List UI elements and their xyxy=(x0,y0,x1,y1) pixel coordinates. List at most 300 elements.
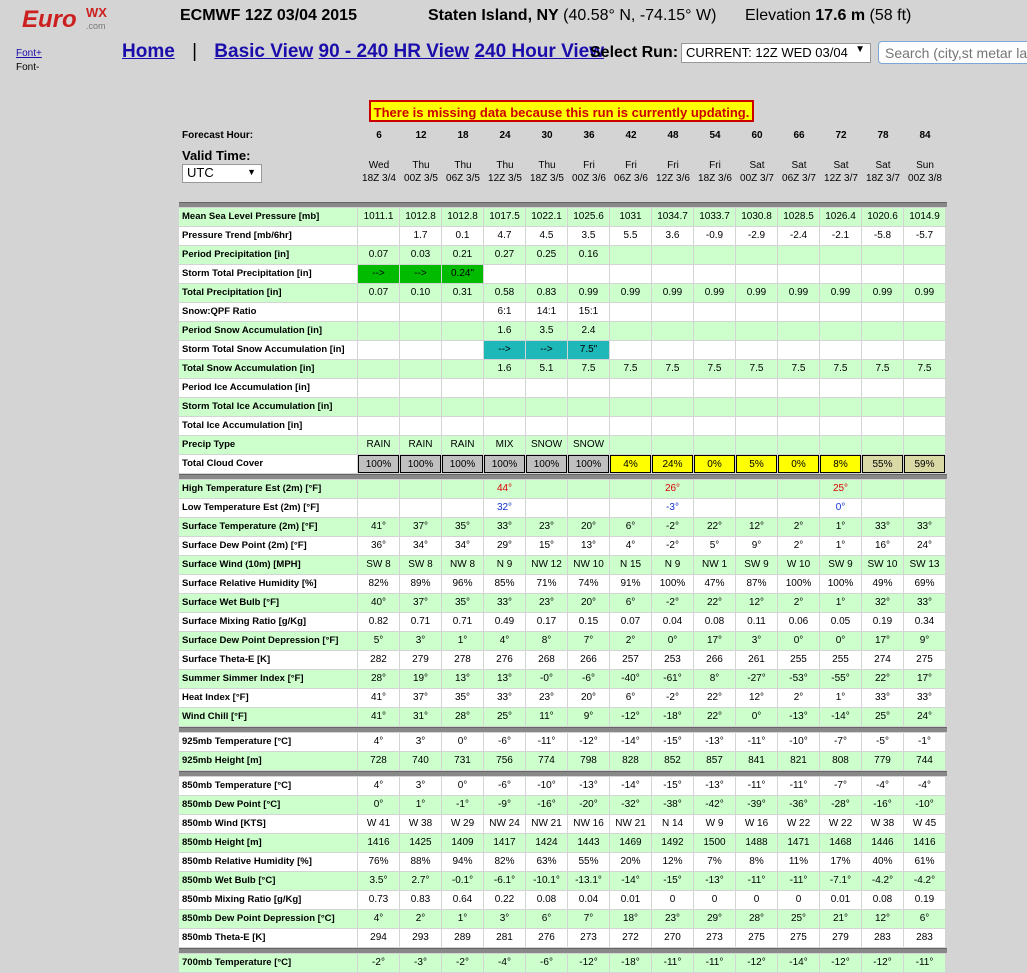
table-cell: -0.1° xyxy=(442,872,483,890)
table-cell: 5% xyxy=(736,455,777,473)
table-cell xyxy=(820,379,861,397)
table-cell: -12° xyxy=(820,954,861,972)
table-cell: W 22 xyxy=(820,815,861,833)
table-cell xyxy=(736,398,777,416)
table-cell xyxy=(568,379,609,397)
table-cell: 11% xyxy=(778,853,819,871)
table-row xyxy=(179,341,947,359)
table-cell: --> xyxy=(400,265,441,283)
table-cell: 100% xyxy=(652,575,693,593)
row-label: Total Precipitation [in] xyxy=(179,284,357,302)
table-cell: 0 xyxy=(736,891,777,909)
table-cell xyxy=(358,360,399,378)
svg-text:Euro: Euro xyxy=(22,6,77,33)
row-label: Surface Relative Humidity [%] xyxy=(179,575,357,593)
table-cell xyxy=(736,480,777,498)
table-cell xyxy=(442,360,483,378)
row-label: Pressure Trend [mb/6hr] xyxy=(179,227,357,245)
table-cell: -11° xyxy=(652,954,693,972)
table-cell: -14° xyxy=(610,733,651,751)
table-row xyxy=(179,499,947,517)
table-cell: 1.6 xyxy=(484,322,525,340)
table-cell: 255 xyxy=(778,651,819,669)
table-cell: NW 8 xyxy=(442,556,483,574)
table-cell: 85% xyxy=(484,575,525,593)
table-cell: 1488 xyxy=(736,834,777,852)
table-cell xyxy=(694,436,735,454)
valid-day: Thu xyxy=(412,160,430,171)
table-cell: -2° xyxy=(442,954,483,972)
table-cell: -15° xyxy=(652,777,693,795)
table-cell: 28° xyxy=(736,910,777,928)
table-cell xyxy=(568,417,609,435)
table-row xyxy=(179,246,947,264)
table-cell: -12° xyxy=(736,954,777,972)
table-cell xyxy=(526,265,567,283)
table-cell xyxy=(484,265,525,283)
table-cell: 4.5 xyxy=(526,227,567,245)
table-cell: 774 xyxy=(526,752,567,770)
table-cell: -3° xyxy=(652,499,693,517)
row-label: 850mb Wet Bulb [°C] xyxy=(179,872,357,890)
table-cell xyxy=(610,303,651,321)
table-cell: -39° xyxy=(736,796,777,814)
table-cell xyxy=(652,436,693,454)
forecast-hour: 60 xyxy=(751,130,763,141)
table-cell: 0.07 xyxy=(358,246,399,264)
table-cell: 1031 xyxy=(610,208,651,226)
row-label: Surface Dew Point Depression [°F] xyxy=(179,632,357,650)
table-cell: 1° xyxy=(820,689,861,707)
table-cell: 0.03 xyxy=(400,246,441,264)
svg-text:WX: WX xyxy=(86,5,107,20)
table-cell: 255 xyxy=(820,651,861,669)
table-cell: 731 xyxy=(442,752,483,770)
table-cell: -15° xyxy=(652,733,693,751)
table-cell: 96% xyxy=(442,575,483,593)
select-run-dropdown[interactable] xyxy=(681,43,871,63)
table-cell xyxy=(778,499,819,517)
section-divider xyxy=(179,202,947,207)
table-cell: 1012.8 xyxy=(400,208,441,226)
table-cell xyxy=(442,341,483,359)
timezone-select[interactable] xyxy=(182,164,262,183)
table-cell: 37° xyxy=(400,594,441,612)
table-cell: -28° xyxy=(820,796,861,814)
row-label: 925mb Height [m] xyxy=(179,752,357,770)
table-cell xyxy=(862,265,903,283)
section-divider xyxy=(179,771,947,776)
table-cell xyxy=(694,246,735,264)
table-cell: 23° xyxy=(526,689,567,707)
table-cell: -6.1° xyxy=(484,872,525,890)
valid-day: Wed xyxy=(368,160,390,171)
table-cell: 36° xyxy=(358,537,399,555)
table-cell: -16° xyxy=(862,796,903,814)
row-label: Period Ice Accumulation [in] xyxy=(179,379,357,397)
table-cell: 9° xyxy=(904,632,945,650)
table-cell: -3° xyxy=(400,954,441,972)
table-cell: 3° xyxy=(484,910,525,928)
model-run-title: ECMWF 12Z 03/04 2015 xyxy=(180,7,357,24)
table-cell xyxy=(484,379,525,397)
table-cell: 100% xyxy=(400,455,441,473)
table-cell: SW 9 xyxy=(736,556,777,574)
table-cell: -1° xyxy=(904,733,945,751)
table-cell: 29° xyxy=(484,537,525,555)
table-cell: 276 xyxy=(526,929,567,947)
table-cell xyxy=(778,398,819,416)
table-cell: 0% xyxy=(778,455,819,473)
row-label: 700mb Temperature [°C] xyxy=(179,954,357,972)
table-cell: 76% xyxy=(358,853,399,871)
missing-data-warning: There is missing data because this run is currently updating. xyxy=(369,100,754,122)
table-cell: 6° xyxy=(610,594,651,612)
table-row xyxy=(179,322,947,340)
table-cell: -7° xyxy=(820,777,861,795)
table-cell xyxy=(820,398,861,416)
table-cell: --> xyxy=(484,341,525,359)
table-cell: 740 xyxy=(400,752,441,770)
table-cell: 7° xyxy=(568,632,609,650)
table-cell: 49% xyxy=(862,575,903,593)
row-label: 850mb Theta-E [K] xyxy=(179,929,357,947)
table-cell: 3.6 xyxy=(652,227,693,245)
table-cell: 19° xyxy=(400,670,441,688)
table-cell: 12° xyxy=(736,689,777,707)
table-cell: 33° xyxy=(862,518,903,536)
table-cell: -14° xyxy=(610,777,651,795)
table-cell: -11° xyxy=(904,954,945,972)
font-decrease-link[interactable]: Font- xyxy=(16,62,40,73)
home-link[interactable]: Home xyxy=(122,41,175,62)
table-cell xyxy=(820,303,861,321)
table-cell: 12° xyxy=(736,518,777,536)
table-cell: 0.04 xyxy=(652,613,693,631)
table-cell xyxy=(400,360,441,378)
valid-date: 06Z 3/7 xyxy=(782,173,816,184)
table-cell: 0.21 xyxy=(442,246,483,264)
table-cell: NW 21 xyxy=(610,815,651,833)
table-cell: 270 xyxy=(652,929,693,947)
table-cell xyxy=(442,480,483,498)
table-cell: 1424 xyxy=(526,834,567,852)
table-cell: 1034.7 xyxy=(652,208,693,226)
table-cell: 0° xyxy=(736,708,777,726)
table-cell: 24° xyxy=(904,708,945,726)
table-cell: 16° xyxy=(862,537,903,555)
table-cell: 0.01 xyxy=(610,891,651,909)
table-cell: -2° xyxy=(652,689,693,707)
valid-day: Fri xyxy=(709,160,721,171)
valid-day: Sat xyxy=(749,160,765,171)
table-cell: 5° xyxy=(358,632,399,650)
table-cell: SNOW xyxy=(526,436,567,454)
table-cell: N 14 xyxy=(652,815,693,833)
table-cell xyxy=(904,303,945,321)
table-cell: 0.99 xyxy=(778,284,819,302)
search-input[interactable] xyxy=(878,41,1027,64)
table-cell: 0.16 xyxy=(568,246,609,264)
elevation-value: 17.6 m xyxy=(815,7,866,24)
table-cell: 1417 xyxy=(484,834,525,852)
forecast-hour: 6 xyxy=(376,130,382,141)
table-row xyxy=(179,815,947,833)
table-cell: -55° xyxy=(820,670,861,688)
eurowx-logo[interactable] xyxy=(22,3,132,33)
table-cell: -0° xyxy=(526,670,567,688)
table-cell: 33° xyxy=(862,689,903,707)
table-cell: 37° xyxy=(400,518,441,536)
table-cell: SW 9 xyxy=(820,556,861,574)
table-row xyxy=(179,891,947,909)
table-cell: 6° xyxy=(904,910,945,928)
table-cell: 9° xyxy=(736,537,777,555)
table-cell xyxy=(484,417,525,435)
table-cell: -14° xyxy=(610,872,651,890)
table-cell: 268 xyxy=(526,651,567,669)
table-cell: 0° xyxy=(778,632,819,650)
table-cell: 1416 xyxy=(904,834,945,852)
font-increase-link[interactable]: Font+ xyxy=(16,48,42,59)
table-cell: -1° xyxy=(442,796,483,814)
table-cell xyxy=(694,379,735,397)
table-cell: --> xyxy=(358,265,399,283)
table-cell: 0.99 xyxy=(568,284,609,302)
table-cell: -12° xyxy=(610,708,651,726)
table-cell: 32° xyxy=(862,594,903,612)
row-label: Total Snow Accumulation [in] xyxy=(179,360,357,378)
table-cell: 8° xyxy=(526,632,567,650)
table-cell: -13° xyxy=(694,733,735,751)
table-cell: 4° xyxy=(610,537,651,555)
chevron-down-icon: ▼ xyxy=(855,44,865,55)
table-cell: 100% xyxy=(820,575,861,593)
table-cell: 100% xyxy=(442,455,483,473)
table-cell: -13.1° xyxy=(568,872,609,890)
table-cell xyxy=(694,480,735,498)
table-cell xyxy=(358,341,399,359)
table-cell: 89% xyxy=(400,575,441,593)
table-cell xyxy=(862,398,903,416)
valid-day: Thu xyxy=(538,160,556,171)
table-row xyxy=(179,360,947,378)
table-cell: 6° xyxy=(610,689,651,707)
90-240-view-link[interactable]: 90 - 240 HR View xyxy=(318,41,470,62)
table-cell xyxy=(442,417,483,435)
table-cell: 22° xyxy=(694,594,735,612)
table-cell xyxy=(736,417,777,435)
table-cell: 0.99 xyxy=(862,284,903,302)
table-row xyxy=(179,872,947,890)
table-row xyxy=(179,670,947,688)
table-cell: 22° xyxy=(862,670,903,688)
table-cell: -2° xyxy=(652,518,693,536)
row-label: Surface Wet Bulb [°F] xyxy=(179,594,357,612)
forecast-table xyxy=(179,201,947,973)
table-cell: 1469 xyxy=(610,834,651,852)
table-cell xyxy=(904,480,945,498)
table-cell xyxy=(736,246,777,264)
table-cell xyxy=(820,265,861,283)
table-cell xyxy=(862,480,903,498)
table-cell: 40% xyxy=(862,853,903,871)
table-cell: W 45 xyxy=(904,815,945,833)
basic-view-link[interactable]: Basic View xyxy=(214,41,314,62)
table-cell: 821 xyxy=(778,752,819,770)
table-cell: RAIN xyxy=(358,436,399,454)
table-cell: 23° xyxy=(652,910,693,928)
table-cell xyxy=(400,417,441,435)
table-cell: 283 xyxy=(904,929,945,947)
table-cell xyxy=(820,322,861,340)
table-cell: 31° xyxy=(400,708,441,726)
row-label: 850mb Wind [KTS] xyxy=(179,815,357,833)
row-label: 850mb Temperature [°C] xyxy=(179,777,357,795)
row-label: Heat Index [°F] xyxy=(179,689,357,707)
table-cell xyxy=(400,303,441,321)
table-cell xyxy=(400,480,441,498)
table-cell: 88% xyxy=(400,853,441,871)
table-cell: 294 xyxy=(358,929,399,947)
table-cell: 25° xyxy=(484,708,525,726)
table-cell xyxy=(904,436,945,454)
table-cell: 0.08 xyxy=(694,613,735,631)
valid-time-label: Valid Time: xyxy=(182,148,251,163)
table-cell: 8° xyxy=(694,670,735,688)
table-cell xyxy=(652,265,693,283)
valid-date: 18Z 3/7 xyxy=(866,173,900,184)
table-cell: 852 xyxy=(652,752,693,770)
table-cell xyxy=(442,379,483,397)
table-cell: SW 8 xyxy=(400,556,441,574)
table-cell: -14° xyxy=(778,954,819,972)
table-cell: 0.05 xyxy=(820,613,861,631)
table-cell xyxy=(736,379,777,397)
table-cell: 14:1 xyxy=(526,303,567,321)
table-cell: 283 xyxy=(862,929,903,947)
table-cell xyxy=(736,322,777,340)
table-cell: 24% xyxy=(652,455,693,473)
table-row xyxy=(179,651,947,669)
section-divider xyxy=(179,948,947,953)
table-row xyxy=(179,689,947,707)
table-cell xyxy=(862,322,903,340)
forecast-hour: 30 xyxy=(541,130,553,141)
table-cell: 279 xyxy=(400,651,441,669)
table-row xyxy=(179,632,947,650)
forecast-hour: 66 xyxy=(793,130,805,141)
valid-date: 18Z 3/6 xyxy=(698,173,732,184)
table-cell: -2.4 xyxy=(778,227,819,245)
row-label: 850mb Dew Point [°C] xyxy=(179,796,357,814)
select-run-value: CURRENT: 12Z WED 03/04 xyxy=(686,45,848,60)
table-cell: 15° xyxy=(526,537,567,555)
table-cell: 0.07 xyxy=(610,613,651,631)
table-cell: 55% xyxy=(568,853,609,871)
nav-bar xyxy=(122,41,604,63)
table-cell xyxy=(820,436,861,454)
table-cell: -11° xyxy=(778,777,819,795)
table-cell: MIX xyxy=(484,436,525,454)
table-cell: -7.1° xyxy=(820,872,861,890)
table-cell: -12° xyxy=(568,954,609,972)
row-label: High Temperature Est (2m) [°F] xyxy=(179,480,357,498)
table-cell: -11° xyxy=(694,954,735,972)
table-cell: NW 1 xyxy=(694,556,735,574)
table-cell xyxy=(610,436,651,454)
table-cell: SW 10 xyxy=(862,556,903,574)
table-cell: 26° xyxy=(652,480,693,498)
table-cell: 0.64 xyxy=(442,891,483,909)
table-cell xyxy=(358,227,399,245)
table-cell: 7° xyxy=(568,910,609,928)
240-hour-view-link[interactable]: 240 Hour View xyxy=(474,41,605,62)
table-cell: 35° xyxy=(442,594,483,612)
location-name: Staten Island, NY xyxy=(428,7,559,24)
table-cell: 276 xyxy=(484,651,525,669)
table-cell xyxy=(694,499,735,517)
forecast-hour: 78 xyxy=(877,130,889,141)
table-cell xyxy=(358,398,399,416)
table-cell xyxy=(442,398,483,416)
table-cell: 0.15 xyxy=(568,613,609,631)
table-cell: 0.99 xyxy=(820,284,861,302)
table-cell: 21° xyxy=(820,910,861,928)
table-cell: -7° xyxy=(820,733,861,751)
row-label: Storm Total Snow Accumulation [in] xyxy=(179,341,357,359)
table-cell: 5.5 xyxy=(610,227,651,245)
table-cell xyxy=(652,379,693,397)
table-cell: -13° xyxy=(694,777,735,795)
table-cell: -14° xyxy=(820,708,861,726)
table-cell: RAIN xyxy=(400,436,441,454)
table-cell: 279 xyxy=(820,929,861,947)
table-cell: 20% xyxy=(610,853,651,871)
table-cell: 275 xyxy=(736,929,777,947)
table-cell: 6° xyxy=(526,910,567,928)
table-cell: N 15 xyxy=(610,556,651,574)
table-cell: 0.11 xyxy=(736,613,777,631)
table-cell: 1012.8 xyxy=(442,208,483,226)
row-label: Surface Dew Point (2m) [°F] xyxy=(179,537,357,555)
table-cell: 728 xyxy=(358,752,399,770)
table-cell: 7.5" xyxy=(568,341,609,359)
table-row xyxy=(179,417,947,435)
table-cell xyxy=(904,341,945,359)
table-cell: 17% xyxy=(820,853,861,871)
table-cell: 7.5 xyxy=(736,360,777,378)
table-cell xyxy=(820,341,861,359)
table-cell: 274 xyxy=(862,651,903,669)
table-cell xyxy=(862,246,903,264)
valid-day: Sat xyxy=(791,160,807,171)
table-cell: 15:1 xyxy=(568,303,609,321)
table-cell xyxy=(610,265,651,283)
row-label: 850mb Height [m] xyxy=(179,834,357,852)
row-label: Period Precipitation [in] xyxy=(179,246,357,264)
table-cell: 2.7° xyxy=(400,872,441,890)
table-cell: 1028.5 xyxy=(778,208,819,226)
table-cell: 59% xyxy=(904,455,945,473)
table-row xyxy=(179,853,947,871)
table-cell: -9° xyxy=(484,796,525,814)
table-cell xyxy=(904,246,945,264)
valid-day: Fri xyxy=(583,160,595,171)
table-cell: 1.6 xyxy=(484,360,525,378)
table-cell: 0.99 xyxy=(904,284,945,302)
table-cell: 808 xyxy=(820,752,861,770)
